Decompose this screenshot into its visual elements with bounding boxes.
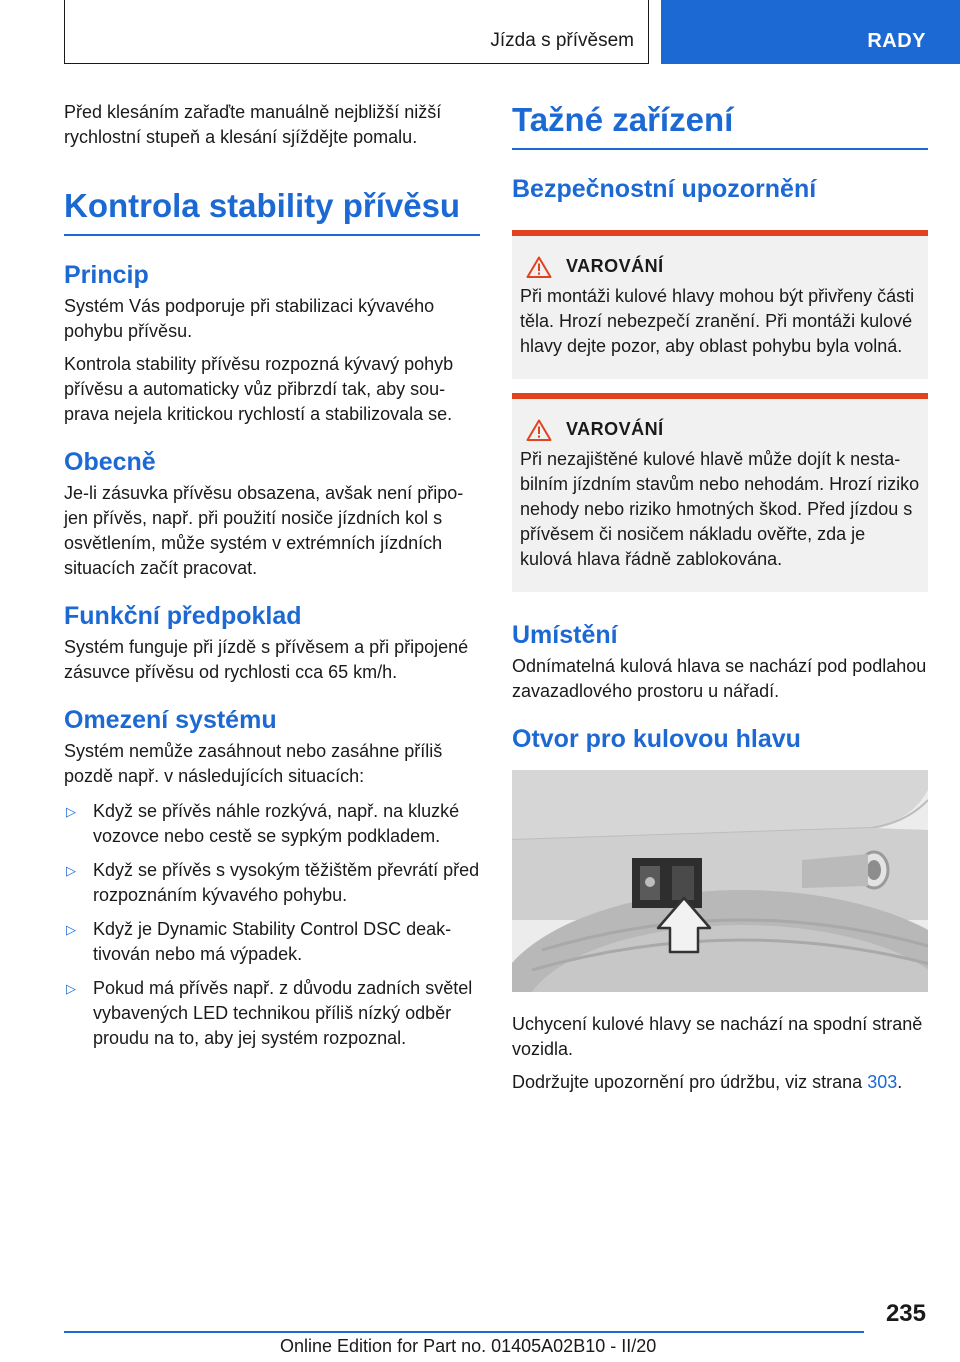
title-rule (512, 148, 928, 150)
title-rule (64, 234, 480, 236)
warning-label: VAROVÁNÍ (566, 256, 664, 276)
otvor-p1: Uchycení kulové hlavy se nachází na spodní straně vozidla. (512, 1013, 923, 1059)
hitch-location-illustration (512, 770, 928, 992)
princip-p1: Systém Vás podporuje při stabilizaci kývavého pohybu přívěsu. (64, 295, 435, 341)
warning-box (512, 393, 928, 592)
heading-safety: Bezpečnostní upozornění (512, 174, 817, 203)
heading-funkcni: Funkční předpoklad (64, 601, 302, 630)
princip-p2: Kontrola stability přívěsu rozpozná kývavý pohyb přívěsu a automaticky vůz přibrzdí tak, aby souprava nejela kritickou rychlostí a stabilizovala se. (64, 353, 454, 424)
bullet-triangle-icon: ▷ (66, 980, 76, 996)
right-column (512, 100, 928, 1103)
chapter-tab-label: RADY (867, 30, 926, 52)
intro-paragraph: Před klesáním zařaďte manuálně nejbližší nižší rychlostní stupeň a klesání sjíždějte pomalu. (64, 102, 442, 147)
funkcni-p1: Systém funguje při jízdě s přívěsem a při připojené zásuvce přívěsu od rychlosti cca 65 km/h. (64, 636, 469, 682)
list-item: ▷ Když se přívěs s vysokým těžištěm převrátí před rozpoznáním kývavého pohybu. (66, 859, 480, 905)
chapter-tab (661, 0, 960, 64)
warning-label: VAROVÁNÍ (566, 419, 664, 439)
section-title-tow-hitch: Tažné zařízení (512, 101, 734, 138)
warning-triangle-icon (526, 419, 552, 441)
left-column (64, 100, 480, 1060)
limitations-list (64, 799, 480, 1051)
list-item: ▷ Pokud má přívěs např. z důvodu zadních světel vybavených LED technikou příliš nízký odběr proudu na to, aby jej systém rozpoznal. (66, 977, 473, 1048)
list-item: ▷ Když se přívěs náhle rozkývá, např. na kluzké vozovce nebo cestě se sypkým podkladem. (66, 800, 460, 846)
bullet-triangle-icon: ▷ (66, 862, 76, 878)
heading-princip: Princip (64, 260, 149, 289)
bullet-triangle-icon: ▷ (66, 803, 76, 819)
warning-box (512, 230, 928, 379)
omezeni-p1: Systém nemůže zasáhnout nebo zasáhne příliš pozdě např. v následujících situacích: (64, 740, 443, 786)
warning-text: Při montáži kulové hlavy mohou být přivřeny části těla. Hrozí nebezpečí zranění. Při montáži kulové hlavy dejte pozor, aby oblast pohybu byla volná. (520, 285, 915, 356)
page-reference-link[interactable]: 303 (867, 1071, 898, 1092)
section-title: Jízda s přívěsem (490, 30, 634, 51)
vehicle-underside-image (512, 770, 928, 992)
obecne-p1: Je-li zásuvka přívěsu obsazena, avšak není připojen přívěs, např. při použití nosiče jízdních kol s osvětlením, může systém v extrémních jízdních situacích začít pracovat. (64, 482, 464, 578)
section-title-trailer-stability: Kontrola stability přívěsu (64, 187, 461, 224)
umisteni-p1: Odnímatelná kulová hlava se nachází pod podlahou zavazadlového prostoru u nářadí. (512, 655, 927, 701)
heading-omezeni: Omezení systému (64, 705, 277, 734)
warning-triangle-icon (526, 256, 552, 278)
heading-obecne: Obecně (64, 447, 156, 476)
page-number: 235 (885, 1300, 926, 1327)
warning-text: Při nezajištěné kulové hlavě může dojít k nestabilním jízdním stavům nebo nehodám. Hrozí riziko nehody nebo riziko hmotných škod. Před jízdou s přívěsem či nosičem nákladu ověřte, zda je kulová hlava řádně zablokována. (520, 448, 920, 569)
heading-otvor: Otvor pro kulovou hlavu (512, 724, 801, 753)
otvor-p2: Dodržujte upozornění pro údržbu, viz strana 303. (512, 1071, 903, 1092)
running-header (64, 0, 649, 64)
heading-umisteni: Umístění (512, 620, 618, 649)
bullet-triangle-icon: ▷ (66, 921, 76, 937)
list-item: ▷ Když je Dynamic Stability Control DSC deaktivován nebo má výpadek. (66, 918, 452, 964)
footer-rule (64, 1331, 864, 1333)
footer-edition: Online Edition for Part no. 01405A02B10 - II/20 (280, 1336, 657, 1356)
